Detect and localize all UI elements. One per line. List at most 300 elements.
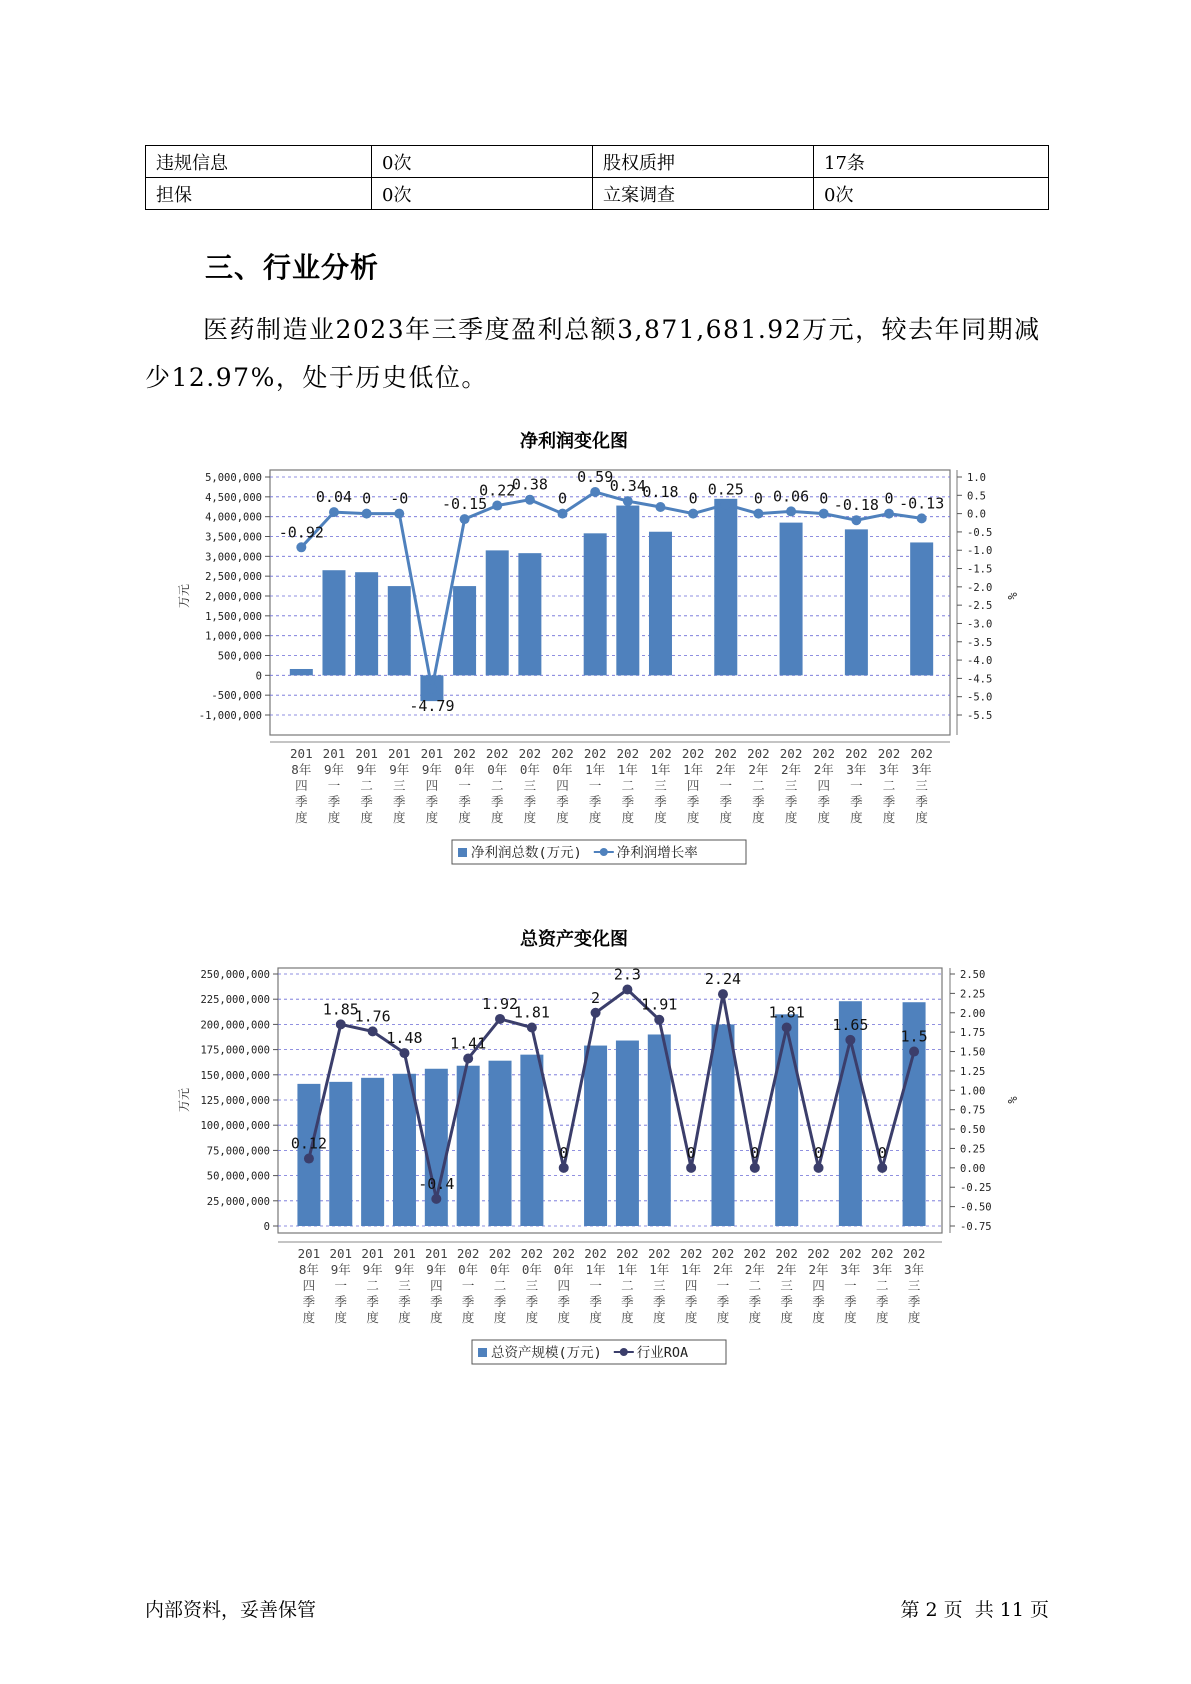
y2-tick-label: -1.5 [967, 563, 993, 576]
data-label: 1.81 [513, 1003, 550, 1022]
data-label: 0 [750, 1143, 760, 1162]
data-label: 0.59 [577, 468, 614, 487]
bar [910, 542, 933, 675]
x-tick-label: 0年 [552, 762, 573, 777]
x-tick-label: 202 [679, 1246, 703, 1261]
table-cell: 0次 [372, 146, 593, 178]
bar [453, 586, 476, 675]
y2-tick-label: -5.0 [967, 691, 993, 704]
y2-tick-label: 0.25 [960, 1143, 986, 1156]
legend-swatch-bar [478, 1348, 487, 1357]
data-label: 0 [877, 1143, 887, 1162]
line-marker [654, 1015, 664, 1025]
x-tick-label: 度 [844, 1310, 857, 1325]
y-tick-label: 3,000,000 [205, 551, 262, 564]
x-tick-label: 度 [780, 1310, 793, 1325]
x-tick-label: 1年 [650, 762, 671, 777]
y-tick-label: 75,000,000 [206, 1145, 270, 1158]
x-tick-label: 一 [461, 1278, 475, 1293]
x-tick-label: 季 [817, 794, 830, 809]
line-marker [559, 1163, 569, 1173]
legend-label: 净利润总数(万元) [471, 845, 582, 861]
line-marker [394, 509, 404, 519]
x-tick-label: 202 [711, 1246, 735, 1261]
legend-swatch-marker [600, 848, 608, 856]
line-marker [753, 509, 763, 519]
x-tick-label: 202 [456, 1246, 480, 1261]
line-marker [558, 509, 568, 519]
x-tick-label: 四 [425, 778, 439, 793]
x-tick-label: 季 [588, 794, 602, 809]
x-tick-label: 8年 [291, 762, 312, 777]
bar [388, 586, 411, 675]
footer-confidential: 内部资料，妥善保管 [145, 1599, 317, 1621]
data-label: -0.15 [441, 495, 488, 514]
y2-tick-label: -0.25 [960, 1182, 992, 1195]
x-tick-label: 1年 [681, 1262, 702, 1277]
x-tick-label: 202 [747, 746, 770, 761]
y-tick-label: 250,000,000 [200, 969, 270, 981]
x-tick-label: 季 [915, 794, 928, 809]
x-tick-label: 201 [297, 1246, 321, 1261]
x-tick-label: 季 [850, 794, 863, 809]
section-heading: 三、行业分析 [205, 251, 380, 284]
y-tick-label: 0 [255, 670, 262, 683]
x-tick-label: 二 [493, 1278, 507, 1293]
x-tick-label: 一 [334, 1278, 348, 1293]
x-tick-label: 0年 [458, 1262, 479, 1277]
x-tick-label: 度 [882, 810, 896, 825]
x-tick-label: 1年 [585, 1262, 606, 1277]
data-label: 0.38 [511, 475, 548, 494]
line-marker [492, 501, 502, 511]
line-marker [591, 1008, 601, 1018]
y2-tick-label: -3.5 [967, 636, 993, 649]
x-tick-label: 202 [812, 746, 836, 761]
x-tick-label: 四 [430, 1278, 443, 1293]
paragraph-line: 医药制造业2023年三季度盈利总额3,871,681.92万元，较去年同期减 [203, 315, 1041, 344]
line-marker [368, 1026, 378, 1036]
x-tick-label: 三 [525, 1278, 539, 1293]
x-tick-label: 1年 [617, 762, 638, 777]
data-label: 1.85 [322, 1000, 359, 1019]
x-tick-label: 季 [684, 1294, 698, 1309]
x-tick-label: 季 [686, 794, 700, 809]
x-tick-label: 2年 [781, 762, 802, 777]
x-tick-label: 四 [686, 778, 700, 793]
line-marker [329, 507, 339, 517]
data-label: 0 [884, 489, 894, 508]
line-marker [623, 496, 633, 506]
x-tick-label: 2年 [715, 762, 736, 777]
x-tick-label: 202 [520, 1246, 544, 1261]
x-tick-label: 202 [649, 746, 672, 761]
x-tick-label: 201 [290, 746, 313, 761]
data-label: 0.34 [609, 477, 646, 496]
x-tick-label: 8年 [298, 1262, 319, 1277]
data-label: 1.91 [641, 995, 678, 1014]
x-tick-label: 度 [748, 1310, 762, 1325]
x-tick-label: 1年 [683, 762, 704, 777]
y2-tick-label: 0.50 [960, 1124, 986, 1137]
x-tick-label: 度 [784, 810, 798, 825]
table-cell: 股权质押 [593, 146, 814, 178]
x-tick-label: 三 [393, 778, 406, 793]
x-tick-label: 201 [355, 746, 378, 761]
y2-tick-label: -2.0 [967, 581, 993, 594]
x-tick-label: 9年 [389, 762, 410, 777]
x-tick-label: 2年 [748, 762, 769, 777]
line-marker [721, 499, 731, 509]
x-tick-label: 度 [425, 810, 439, 825]
y-tick-label: 50,000,000 [206, 1170, 270, 1183]
data-label: 0 [686, 1143, 696, 1162]
data-label: -0.92 [278, 523, 324, 542]
bar [711, 1024, 734, 1226]
x-tick-label: 三 [653, 1278, 666, 1293]
data-label: 1.92 [481, 994, 519, 1013]
total-assets-chart [0, 958, 1191, 1378]
x-tick-label: 202 [584, 1246, 607, 1261]
y-tick-label: 100,000,000 [200, 1120, 270, 1133]
y2-tick-label: -2.5 [967, 600, 993, 613]
x-tick-label: 度 [327, 810, 341, 825]
y2-axis-label: % [1005, 592, 1019, 600]
line-marker [782, 1023, 792, 1033]
x-tick-label: 度 [654, 810, 667, 825]
x-tick-label: 四 [295, 778, 308, 793]
x-tick-label: 二 [366, 1278, 379, 1293]
x-tick-label: 度 [621, 810, 635, 825]
line-marker [917, 513, 927, 523]
line-marker [399, 1048, 409, 1058]
x-tick-label: 3年 [872, 1262, 893, 1277]
line-marker [460, 514, 470, 524]
data-label: 2.3 [613, 965, 641, 984]
x-tick-label: 202 [714, 746, 738, 761]
line-marker [688, 509, 698, 519]
x-tick-label: 202 [485, 746, 509, 761]
x-tick-label: 202 [775, 1246, 798, 1261]
x-tick-label: 二 [360, 778, 373, 793]
x-tick-label: 202 [552, 1246, 576, 1261]
y-tick-label: -1,000,000 [198, 710, 262, 722]
x-tick-label: 0年 [521, 1262, 542, 1277]
x-tick-label: 度 [430, 1310, 443, 1325]
x-tick-label: 一 [719, 778, 733, 793]
line-marker [427, 684, 437, 694]
data-label: 0.18 [642, 483, 679, 502]
x-tick-label: 季 [425, 794, 439, 809]
bar [584, 1046, 607, 1226]
bar [616, 506, 639, 676]
x-tick-label: 季 [398, 1294, 411, 1309]
data-label: 1.81 [768, 1003, 805, 1022]
x-tick-label: 四 [556, 778, 569, 793]
line-marker [362, 509, 372, 519]
x-tick-label: 度 [393, 810, 406, 825]
x-tick-label: 0年 [490, 1262, 511, 1277]
y2-tick-label: 2.50 [960, 969, 986, 981]
y2-tick-label: -0.50 [960, 1201, 992, 1214]
data-label: 2 [591, 988, 601, 1007]
x-tick-label: 二 [621, 778, 635, 793]
line-marker [819, 509, 829, 519]
data-label: 0 [558, 489, 568, 508]
chart-title-total-assets: 总资产变化图 [520, 929, 628, 950]
y-tick-label: -500,000 [211, 690, 262, 703]
x-tick-label: 季 [589, 1294, 602, 1309]
line-marker [851, 515, 861, 525]
y2-tick-label: 1.75 [960, 1027, 986, 1040]
y-tick-label: 2,500,000 [205, 571, 262, 584]
x-tick-label: 201 [329, 1246, 353, 1261]
x-tick-label: 度 [719, 810, 733, 825]
line-marker [622, 985, 632, 995]
bar [518, 553, 541, 675]
y2-tick-label: -3.0 [967, 618, 993, 631]
x-tick-label: 9年 [426, 1262, 447, 1277]
chart-title-net-profit: 净利润变化图 [520, 431, 628, 452]
y2-tick-label: 2.00 [960, 1007, 986, 1020]
line-marker [750, 1163, 760, 1173]
line-marker [845, 1035, 855, 1045]
x-tick-label: 季 [780, 1294, 793, 1309]
y2-tick-label: 1.0 [967, 472, 986, 484]
data-label: 0 [362, 489, 372, 508]
y-tick-label: 175,000,000 [200, 1044, 270, 1057]
x-tick-label: 季 [393, 794, 406, 809]
x-tick-label: 度 [360, 810, 373, 825]
x-tick-label: 季 [327, 794, 341, 809]
y2-tick-label: -4.0 [967, 655, 993, 668]
x-tick-label: 季 [752, 794, 765, 809]
table-cell: 0次 [814, 178, 1049, 210]
bar [329, 1082, 352, 1226]
line-marker [686, 1163, 696, 1173]
x-tick-label: 季 [366, 1294, 379, 1309]
table-cell: 17条 [814, 146, 1049, 178]
line-marker [296, 542, 306, 552]
y-tick-label: 125,000,000 [200, 1095, 270, 1107]
x-tick-label: 202 [902, 1246, 926, 1261]
y2-tick-label: 2.25 [960, 988, 986, 1001]
table-cell: 立案调查 [593, 178, 814, 210]
table-cell: 0次 [372, 178, 593, 210]
x-tick-label: 三 [398, 1278, 411, 1293]
y-tick-label: 2,000,000 [205, 591, 262, 603]
y2-tick-label: 1.50 [960, 1046, 986, 1059]
y-tick-label: 25,000,000 [206, 1195, 270, 1208]
x-tick-label: 1年 [585, 762, 606, 777]
data-label: 0.22 [479, 481, 516, 500]
x-tick-label: 202 [583, 746, 607, 761]
x-tick-label: 二 [490, 778, 504, 793]
x-tick-label: 一 [850, 778, 863, 793]
x-tick-label: 季 [882, 794, 896, 809]
x-tick-label: 201 [322, 746, 346, 761]
data-label: 1.65 [832, 1015, 869, 1034]
x-tick-label: 一 [327, 778, 341, 793]
line-marker [463, 1054, 473, 1064]
x-tick-label: 二 [752, 778, 765, 793]
line-marker [718, 989, 728, 999]
data-label: 1.5 [900, 1027, 928, 1046]
data-label: -0.18 [833, 496, 879, 515]
y2-axis-label: % [1005, 1096, 1019, 1104]
x-tick-label: 四 [557, 1278, 570, 1293]
x-tick-label: 9年 [356, 762, 377, 777]
y-tick-label: 4,000,000 [205, 511, 262, 524]
data-label: 0 [814, 1143, 824, 1162]
y-axis-label: 万元 [177, 583, 191, 609]
data-label: -0.13 [899, 494, 945, 513]
data-label: 0 [688, 489, 698, 508]
data-label: -0 [390, 489, 409, 508]
bar [322, 570, 345, 675]
x-tick-label: 度 [302, 1310, 316, 1325]
bar [290, 669, 313, 675]
x-tick-label: 202 [910, 746, 933, 761]
x-tick-label: 度 [716, 1310, 730, 1325]
x-tick-label: 度 [334, 1310, 348, 1325]
x-tick-label: 季 [523, 794, 537, 809]
x-tick-label: 三 [784, 778, 798, 793]
x-tick-label: 9年 [394, 1262, 415, 1277]
y2-tick-label: -1.0 [967, 545, 993, 558]
y2-tick-label: 0.00 [960, 1162, 986, 1175]
x-tick-label: 季 [295, 794, 308, 809]
legend-swatch-marker [620, 1348, 628, 1356]
data-label: 1.76 [354, 1007, 391, 1026]
x-tick-label: 二 [621, 1278, 634, 1293]
bar [845, 529, 868, 675]
x-tick-label: 季 [493, 1294, 507, 1309]
x-tick-label: 三 [907, 1278, 921, 1293]
x-tick-label: 度 [684, 1310, 698, 1325]
x-tick-label: 季 [748, 1294, 762, 1309]
bar [714, 499, 737, 676]
table-cell: 担保 [146, 178, 372, 210]
x-tick-label: 二 [875, 1278, 889, 1293]
x-tick-label: 四 [812, 1278, 825, 1293]
x-tick-label: 度 [490, 810, 504, 825]
x-tick-label: 度 [907, 1310, 921, 1325]
line-marker [525, 495, 535, 505]
line-marker [655, 502, 665, 512]
table-row [146, 146, 1049, 178]
x-tick-label: 季 [621, 794, 635, 809]
x-tick-label: 3年 [879, 762, 900, 777]
y-tick-label: 500,000 [217, 650, 262, 663]
x-tick-label: 202 [845, 746, 868, 761]
x-tick-label: 度 [812, 1310, 825, 1325]
x-tick-label: 度 [589, 1310, 602, 1325]
x-tick-label: 季 [461, 1294, 475, 1309]
x-tick-label: 季 [360, 794, 373, 809]
x-tick-label: 季 [621, 1294, 634, 1309]
x-tick-label: 201 [361, 1246, 384, 1261]
x-tick-label: 2年 [776, 1262, 797, 1277]
y-tick-label: 200,000,000 [200, 1019, 270, 1032]
x-tick-label: 度 [817, 810, 830, 825]
x-tick-label: 2年 [744, 1262, 765, 1277]
bar [520, 1055, 543, 1226]
data-label: 0.25 [707, 480, 744, 499]
x-tick-label: 201 [393, 1246, 416, 1261]
x-tick-label: 一 [588, 778, 602, 793]
x-tick-label: 3年 [846, 762, 867, 777]
line-marker [590, 487, 600, 497]
x-tick-label: 202 [807, 1246, 830, 1261]
x-tick-label: 1年 [649, 1262, 670, 1277]
x-tick-label: 季 [556, 794, 569, 809]
x-tick-label: 0年 [553, 1262, 574, 1277]
bar [486, 550, 509, 675]
x-tick-label: 202 [647, 1246, 671, 1261]
x-tick-label: 一 [844, 1278, 857, 1293]
y-axis-label: 万元 [177, 1087, 191, 1113]
x-tick-label: 度 [458, 810, 471, 825]
legend-label: 行业ROA [636, 1345, 689, 1361]
x-tick-label: 四 [684, 1278, 698, 1293]
x-tick-label: 3年 [911, 762, 932, 777]
x-tick-label: 度 [850, 810, 863, 825]
y2-tick-label: 0.0 [967, 508, 986, 521]
x-tick-label: 9年 [362, 1262, 383, 1277]
table-row [146, 178, 1049, 210]
x-tick-label: 季 [907, 1294, 921, 1309]
risk-info-table [145, 145, 1049, 210]
x-tick-label: 二 [882, 778, 896, 793]
x-tick-label: 3年 [840, 1262, 861, 1277]
x-tick-label: 202 [779, 746, 803, 761]
x-tick-label: 9年 [421, 762, 442, 777]
x-tick-label: 季 [716, 1294, 730, 1309]
line-marker [304, 1154, 314, 1164]
bar [355, 572, 378, 675]
footer-page-number: 第 2 页 共 11 页 [900, 1599, 1049, 1621]
x-tick-label: 四 [302, 1278, 316, 1293]
x-tick-label: 202 [839, 1246, 862, 1261]
data-label: 0 [819, 489, 829, 508]
x-tick-label: 季 [844, 1294, 857, 1309]
y-tick-label: 1,500,000 [205, 610, 262, 623]
x-tick-label: 度 [366, 1310, 379, 1325]
data-label: 0.04 [315, 488, 353, 507]
data-label: 1.48 [386, 1029, 423, 1048]
x-tick-label: 季 [557, 1294, 570, 1309]
bar [361, 1078, 384, 1226]
x-tick-label: 202 [743, 1246, 767, 1261]
x-tick-label: 202 [488, 1246, 512, 1261]
x-tick-label: 季 [430, 1294, 443, 1309]
x-tick-label: 1年 [617, 1262, 638, 1277]
line-marker [786, 506, 796, 516]
line-marker [877, 1163, 887, 1173]
x-tick-label: 0年 [519, 762, 540, 777]
x-tick-label: 201 [420, 746, 444, 761]
legend-label: 总资产规模(万元) [491, 1345, 602, 1361]
y-tick-label: 4,500,000 [205, 491, 262, 504]
legend-label: 净利润增长率 [616, 845, 698, 861]
x-tick-label: 三 [523, 778, 537, 793]
x-tick-label: 度 [461, 1310, 475, 1325]
line-marker [909, 1047, 919, 1057]
y2-tick-label: 1.25 [960, 1065, 986, 1078]
y-tick-label: 225,000,000 [200, 994, 270, 1007]
x-tick-label: 季 [812, 1294, 825, 1309]
